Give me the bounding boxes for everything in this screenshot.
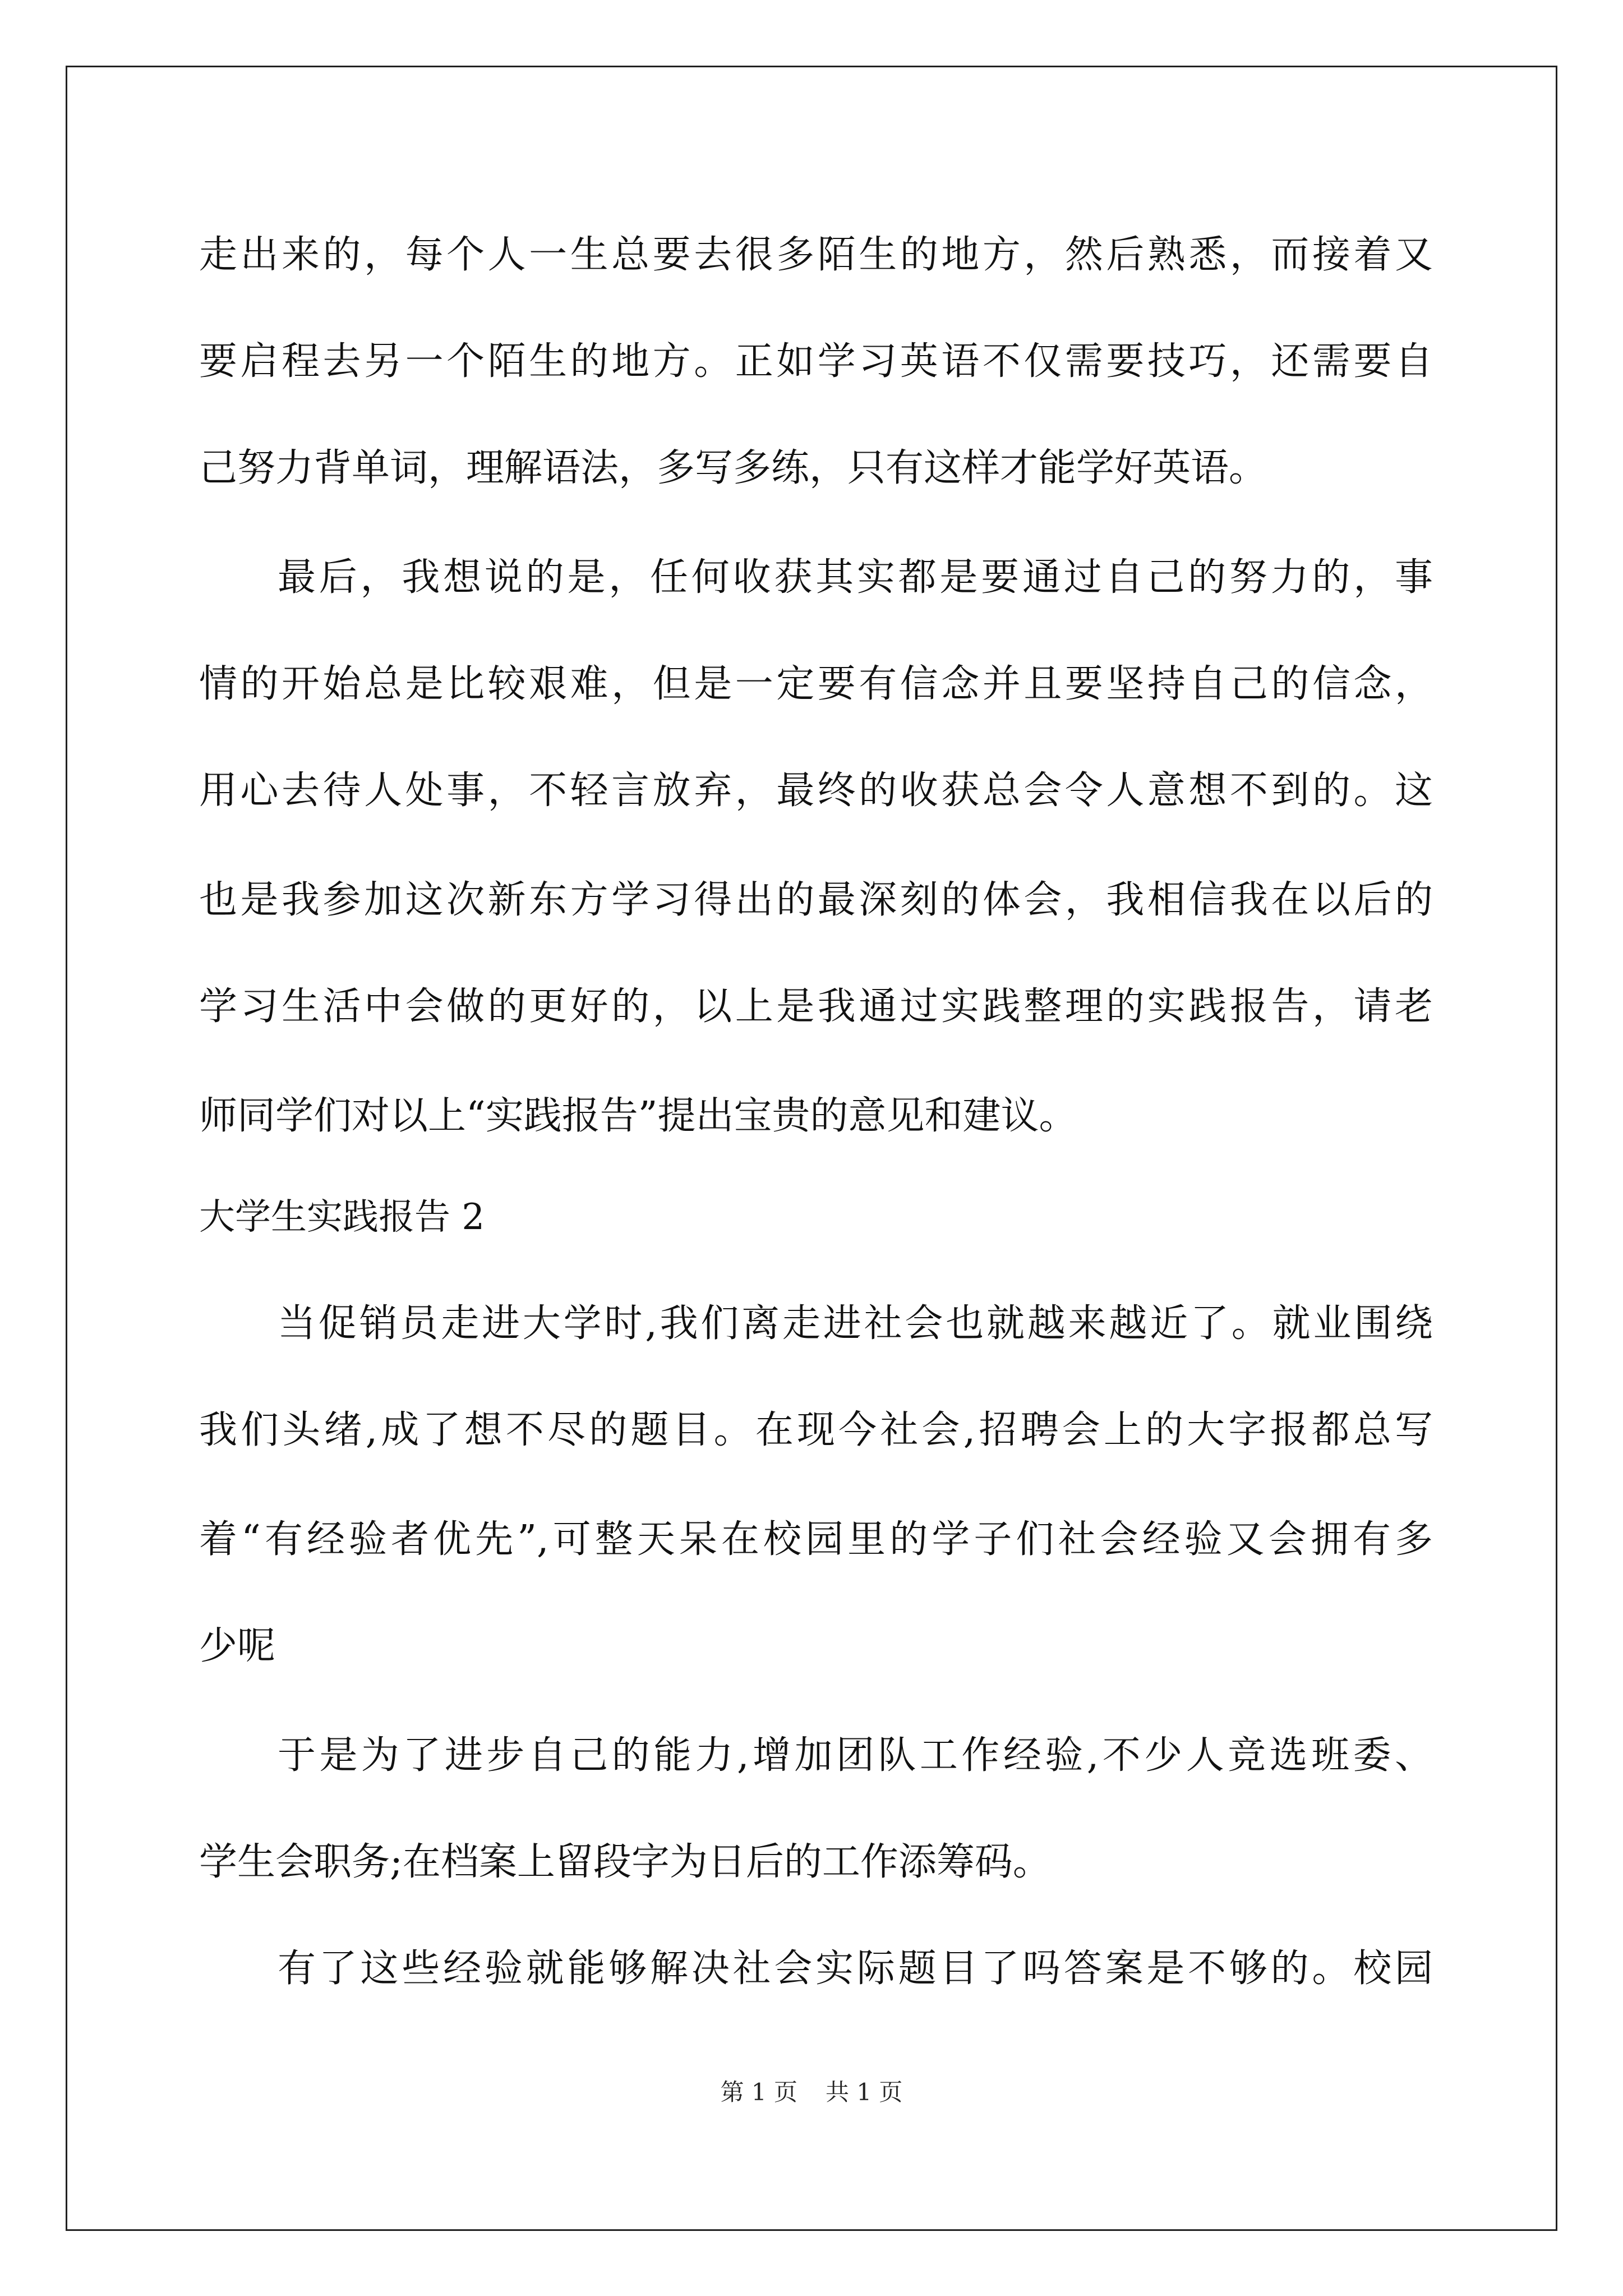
page-footer: [0, 2076, 1623, 2109]
page-number-current: 第 1 页: [720, 2078, 797, 2106]
section-heading: 大学生实践报告 2: [199, 1197, 485, 1238]
body-text-line: 要启程去另一个陌生的地方。正如学习英语不仅需要技巧，还需要自: [199, 339, 1433, 384]
body-text-line: 情的开始总是比较艰难，但是一定要有信念并且要坚持自己的信念，: [199, 662, 1433, 706]
body-text-line: 少呢: [199, 1624, 276, 1668]
body-text-line: 最后，我想说的是，任何收获其实都是要通过自己的努力的，事: [278, 555, 1433, 600]
body-text-line: 于是为了进步自己的能力,增加团队工作经验,不少人竞选班委、: [278, 1733, 1433, 1778]
body-text-line: 也是我参加这次新东方学习得出的最深刻的体会，我相信我在以后的: [199, 878, 1433, 922]
body-text-line: 走出来的，每个人一生总要去很多陌生的地方，然后熟悉，而接着又: [199, 233, 1433, 277]
body-text-line: 我们头绪,成了想不尽的题目。在现今社会,招聘会上的大字报都总写: [199, 1408, 1433, 1452]
body-text-line: 师同学们对以上“实践报告”提出宝贵的意见和建议。: [199, 1094, 1077, 1138]
body-text-line: 学习生活中会做的更好的，以上是我通过实践整理的实践报告，请老: [199, 984, 1433, 1029]
body-text-line: 学生会职务;在档案上留段字为日后的工作添筹码。: [199, 1840, 1051, 1884]
body-text-line: 用心去待人处事，不轻言放弃，最终的收获总会令人意想不到的。这: [199, 769, 1433, 813]
body-text-line: 当促销员走进大学时,我们离走进社会也就越来越近了。就业围绕: [278, 1301, 1433, 1346]
page-number-total: 共 1 页: [826, 2078, 903, 2106]
body-text-line: 有了这些经验就能够解决社会实际题目了吗答案是不够的。校园: [278, 1947, 1433, 1991]
body-text-line: 己努力背单词，理解语法，多写多练，只有这样才能学好英语。: [199, 446, 1267, 490]
body-text-line: 着“有经验者优先”,可整天呆在校园里的学子们社会经验又会拥有多: [199, 1517, 1433, 1562]
